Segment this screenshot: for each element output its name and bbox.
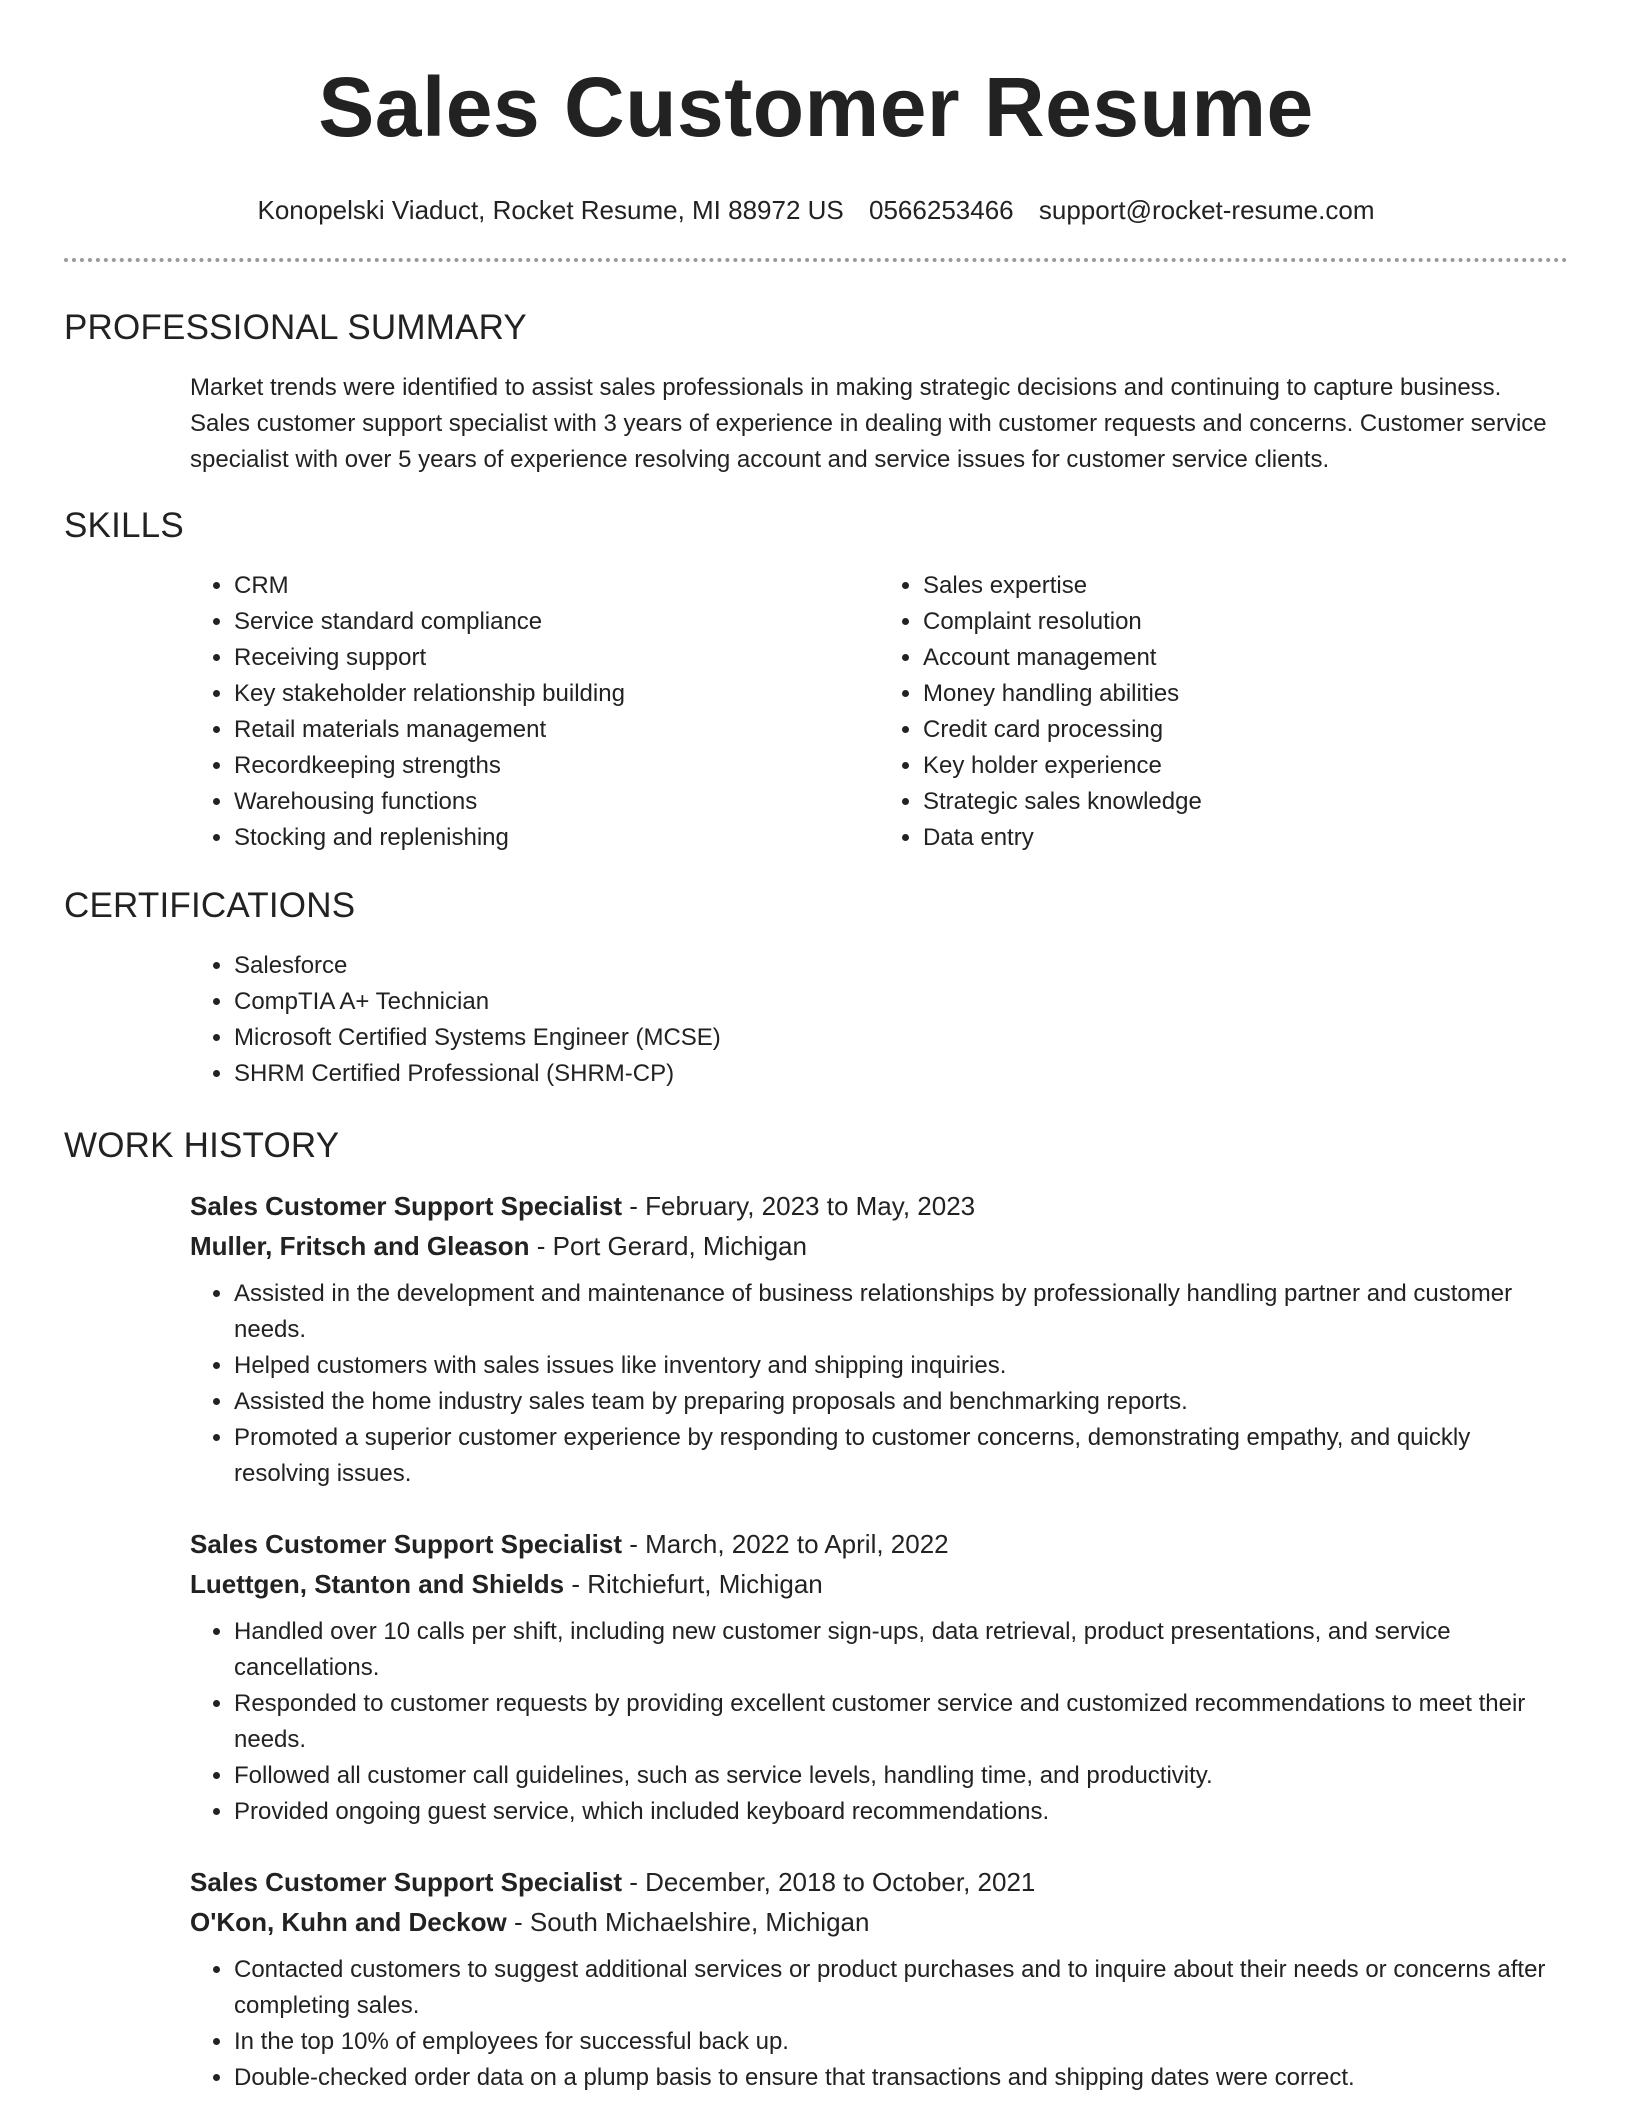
skill-item: • CRM (234, 568, 879, 604)
job-company: Muller, Fritsch and Gleason (190, 1231, 530, 1261)
job-role: Sales Customer Support Specialist (190, 1867, 623, 1897)
job-location: - Port Gerard, Michigan (529, 1231, 807, 1261)
job-bullet: • Handled over 10 calls per shift, including new customer sign-ups, data retrieval, product presentations, and service cancellations. (234, 1614, 1568, 1686)
summary-heading: PROFESSIONAL SUMMARY (64, 308, 527, 347)
job-bullets (190, 1614, 1568, 1830)
work-history-heading: WORK HISTORY (64, 1126, 340, 1165)
job-bullet: • Assisted in the development and maintenance of business relationships by professionally handling partner and customer needs. (234, 1276, 1568, 1348)
job-bullet: • Assisted the home industry sales team by preparing proposals and benchmarking reports. (234, 1384, 1568, 1420)
job-entry (190, 1186, 1568, 1492)
skill-item: • Key holder experience (923, 748, 1568, 784)
job-title-line (190, 1186, 1568, 1226)
skill-item: • Sales expertise (923, 568, 1568, 604)
contact-email: support@rocket-resume.com (1038, 195, 1375, 225)
job-company: Luettgen, Stanton and Shields (190, 1569, 565, 1599)
job-role: Sales Customer Support Specialist (190, 1529, 623, 1559)
job-company-line (190, 1902, 1568, 1942)
skill-item: • Credit card processing (923, 712, 1568, 748)
job-bullets (190, 1276, 1568, 1492)
job-bullet: • Responded to customer requests by providing excellent customer service and customized recommendations to meet their needs. (234, 1686, 1568, 1758)
certifications-list (190, 948, 1568, 1092)
job-entry (190, 1524, 1568, 1830)
skill-item: • Key stakeholder relationship building (234, 676, 879, 712)
skill-item: • Warehousing functions (234, 784, 879, 820)
job-title-line (190, 1862, 1568, 1902)
certification-item: • Microsoft Certified Systems Engineer (MCSE) (234, 1020, 1568, 1056)
header-divider (64, 258, 1568, 262)
skill-item: • Money handling abilities (923, 676, 1568, 712)
skill-item: • Recordkeeping strengths (234, 748, 879, 784)
skill-item: • Data entry (923, 820, 1568, 856)
skill-item: • Complaint resolution (923, 604, 1568, 640)
job-bullet: • Contacted customers to suggest additional services or product purchases and to inquire about their needs or concerns after completing sales. (234, 1952, 1568, 2024)
skill-item: • Retail materials management (234, 712, 879, 748)
job-bullet: • Provided ongoing guest service, which included keyboard recommendations. (234, 1794, 1568, 1830)
skill-item: • Service standard compliance (234, 604, 879, 640)
job-bullet: • Double-checked order data on a plump basis to ensure that transactions and shipping dates were correct. (234, 2060, 1568, 2096)
certification-item: • CompTIA A+ Technician (234, 984, 1568, 1020)
job-bullet: • In the top 10% of employees for successful back up. (234, 2024, 1568, 2060)
job-bullet: • Promoted a superior customer experience by responding to customer concerns, demonstrating empathy, and quickly resolving issues. (234, 1420, 1568, 1492)
job-bullets (190, 1952, 1568, 2096)
job-dates: - December, 2018 to October, 2021 (622, 1867, 1036, 1897)
job-company: O'Kon, Kuhn and Deckow (190, 1907, 507, 1937)
job-location: - Ritchiefurt, Michigan (564, 1569, 823, 1599)
certification-item: • Salesforce (234, 948, 1568, 984)
contact-phone: 0566253466 (869, 195, 1014, 225)
certifications-heading: CERTIFICATIONS (64, 886, 356, 925)
job-dates: - February, 2023 to May, 2023 (622, 1191, 976, 1221)
skills-heading: SKILLS (64, 506, 184, 545)
skills-list-left (190, 568, 879, 856)
contact-address: Konopelski Viaduct, Rocket Resume, MI 88972 US (257, 195, 844, 225)
skill-item: • Account management (923, 640, 1568, 676)
skill-item: • Receiving support (234, 640, 879, 676)
job-bullet: • Helped customers with sales issues like inventory and shipping inquiries. (234, 1348, 1568, 1384)
skill-item: • Strategic sales knowledge (923, 784, 1568, 820)
job-title-line (190, 1524, 1568, 1564)
job-company-line (190, 1564, 1568, 1604)
job-bullet: • Followed all customer call guidelines, such as service levels, handling time, and productivity. (234, 1758, 1568, 1794)
job-company-line (190, 1226, 1568, 1266)
skills-columns (190, 568, 1568, 856)
skill-item: • Stocking and replenishing (234, 820, 879, 856)
job-location: - South Michaelshire, Michigan (506, 1907, 870, 1937)
skills-list-right (879, 568, 1568, 856)
job-entry (190, 1862, 1568, 2096)
contact-line (64, 194, 1568, 226)
resume-name: Sales Customer Resume (318, 60, 1314, 154)
certification-item: • SHRM Certified Professional (SHRM-CP) (234, 1056, 1568, 1092)
summary-text: Market trends were identified to assist sales professionals in making strategic decisions and continuing to capture business. Sales customer support specialist with 3 years of experience in dealing with customer requests and concerns. Customer service specialist with over 5 years of experience resolving account and service issues for customer service clients. (190, 374, 1547, 473)
job-dates: - March, 2022 to April, 2022 (622, 1529, 949, 1559)
job-role: Sales Customer Support Specialist (190, 1191, 623, 1221)
